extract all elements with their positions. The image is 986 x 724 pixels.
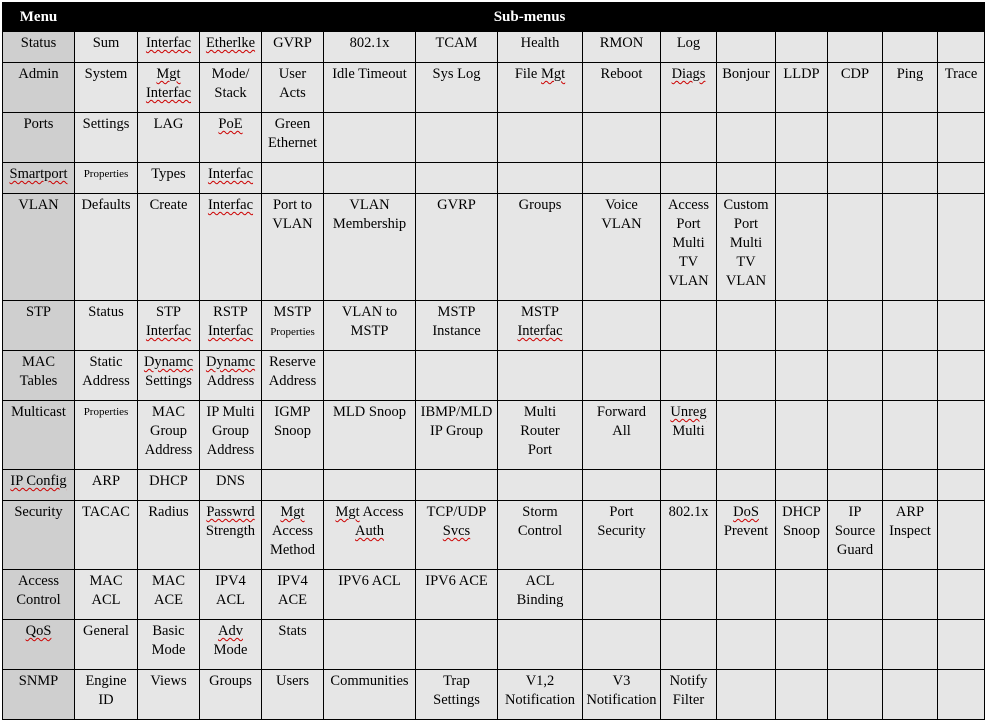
empty-cell xyxy=(828,163,883,194)
submenu-cell: User Acts xyxy=(262,63,324,113)
submenu-cell: LAG xyxy=(138,113,200,163)
empty-cell xyxy=(498,470,583,501)
empty-cell xyxy=(416,351,498,401)
submenu-cell: VLAN to MSTP xyxy=(324,301,416,351)
empty-cell xyxy=(883,670,938,720)
submenu-cell: Mgt Interfac xyxy=(138,63,200,113)
submenu-cell: DHCP Snoop xyxy=(776,501,828,570)
submenu-cell: Defaults xyxy=(75,194,138,301)
empty-cell xyxy=(776,163,828,194)
empty-cell xyxy=(717,401,776,470)
empty-cell xyxy=(828,194,883,301)
submenu-cell: IPV6 ACL xyxy=(324,570,416,620)
submenu-cell: Sum xyxy=(75,32,138,63)
empty-cell xyxy=(883,163,938,194)
table-row xyxy=(3,351,985,401)
submenu-cell: Etherlke xyxy=(200,32,262,63)
submenu-cell: MSTP Interfac xyxy=(498,301,583,351)
submenu-cell: IPV4 ACE xyxy=(262,570,324,620)
submenu-cell: Settings xyxy=(75,113,138,163)
empty-cell xyxy=(828,32,883,63)
empty-cell xyxy=(883,470,938,501)
submenu-cell: GVRP xyxy=(262,32,324,63)
empty-cell xyxy=(717,470,776,501)
table-row xyxy=(3,163,985,194)
empty-cell xyxy=(776,570,828,620)
submenu-cell: TCP/UDP Svcs xyxy=(416,501,498,570)
submenu-cell: Log xyxy=(661,32,717,63)
empty-cell xyxy=(324,113,416,163)
submenu-cell: STP Interfac xyxy=(138,301,200,351)
table-row xyxy=(3,501,985,570)
submenu-cell: IGMP Snoop xyxy=(262,401,324,470)
empty-cell xyxy=(717,163,776,194)
submenu-cell: Mgt Access Method xyxy=(262,501,324,570)
empty-cell xyxy=(498,620,583,670)
submenu-cell: Forward All xyxy=(583,401,661,470)
empty-cell xyxy=(828,470,883,501)
empty-cell xyxy=(776,194,828,301)
submenu-cell: MLD Snoop xyxy=(324,401,416,470)
empty-cell xyxy=(583,470,661,501)
menu-table xyxy=(2,2,985,720)
empty-cell xyxy=(498,113,583,163)
empty-cell xyxy=(661,570,717,620)
empty-cell xyxy=(776,32,828,63)
submenu-cell: CDP xyxy=(828,63,883,113)
menu-cell: Status xyxy=(3,32,75,63)
submenu-cell: Interfac xyxy=(200,194,262,301)
empty-cell xyxy=(717,570,776,620)
submenu-cell: Users xyxy=(262,670,324,720)
submenu-cell: General xyxy=(75,620,138,670)
empty-cell xyxy=(938,113,985,163)
submenu-cell: LLDP xyxy=(776,63,828,113)
empty-cell xyxy=(883,32,938,63)
submenu-cell: RMON xyxy=(583,32,661,63)
empty-cell xyxy=(416,620,498,670)
empty-cell xyxy=(498,351,583,401)
empty-cell xyxy=(324,470,416,501)
menu-cell: Security xyxy=(3,501,75,570)
empty-cell xyxy=(828,620,883,670)
submenu-cell: File Mgt xyxy=(498,63,583,113)
empty-cell xyxy=(776,351,828,401)
submenu-cell: 802.1x xyxy=(661,501,717,570)
submenu-cell: Custom Port Multi TV VLAN xyxy=(717,194,776,301)
submenu-cell: Ping xyxy=(883,63,938,113)
submenu-cell: V1,2 Notification xyxy=(498,670,583,720)
empty-cell xyxy=(717,301,776,351)
empty-cell xyxy=(262,163,324,194)
empty-cell xyxy=(324,620,416,670)
empty-cell xyxy=(661,620,717,670)
menu-cell: VLAN xyxy=(3,194,75,301)
empty-cell xyxy=(661,113,717,163)
submenu-cell: ACL Binding xyxy=(498,570,583,620)
table-row xyxy=(3,63,985,113)
submenus-header: Sub-menus xyxy=(75,3,985,32)
empty-cell xyxy=(828,401,883,470)
submenu-cell: Engine ID xyxy=(75,670,138,720)
empty-cell xyxy=(883,194,938,301)
empty-cell xyxy=(416,163,498,194)
table-row xyxy=(3,194,985,301)
empty-cell xyxy=(717,670,776,720)
empty-cell xyxy=(583,620,661,670)
empty-cell xyxy=(828,570,883,620)
empty-cell xyxy=(717,113,776,163)
empty-cell xyxy=(776,620,828,670)
submenu-cell: Notify Filter xyxy=(661,670,717,720)
empty-cell xyxy=(776,470,828,501)
submenu-cell: IP Multi Group Address xyxy=(200,401,262,470)
empty-cell xyxy=(938,194,985,301)
empty-cell xyxy=(938,32,985,63)
empty-cell xyxy=(883,113,938,163)
submenu-cell: Interfac xyxy=(200,163,262,194)
submenu-cell: Reserve Address xyxy=(262,351,324,401)
empty-cell xyxy=(883,301,938,351)
table-row xyxy=(3,113,985,163)
submenu-cell: Basic Mode xyxy=(138,620,200,670)
submenu-cell: Stats xyxy=(262,620,324,670)
empty-cell xyxy=(324,163,416,194)
submenu-cell: Create xyxy=(138,194,200,301)
submenu-cell: MAC ACE xyxy=(138,570,200,620)
empty-cell xyxy=(938,351,985,401)
submenu-cell: MAC ACL xyxy=(75,570,138,620)
submenu-cell: 802.1x xyxy=(324,32,416,63)
table-row xyxy=(3,470,985,501)
menu-cell: SNMP xyxy=(3,670,75,720)
empty-cell xyxy=(583,301,661,351)
empty-cell xyxy=(262,470,324,501)
submenu-cell: Static Address xyxy=(75,351,138,401)
submenu-cell: Idle Timeout xyxy=(324,63,416,113)
submenu-cell: ARP Inspect xyxy=(883,501,938,570)
empty-cell xyxy=(938,163,985,194)
empty-cell xyxy=(883,401,938,470)
submenu-cell: VLAN Membership xyxy=(324,194,416,301)
table-row xyxy=(3,401,985,470)
empty-cell xyxy=(324,351,416,401)
submenu-cell: TCAM xyxy=(416,32,498,63)
empty-cell xyxy=(416,470,498,501)
empty-cell xyxy=(661,470,717,501)
submenu-cell: MAC Group Address xyxy=(138,401,200,470)
empty-cell xyxy=(776,301,828,351)
empty-cell xyxy=(938,570,985,620)
submenu-cell: Dynamc Address xyxy=(200,351,262,401)
submenu-cell: Interfac xyxy=(138,32,200,63)
empty-cell xyxy=(776,401,828,470)
submenu-cell: RSTP Interfac xyxy=(200,301,262,351)
submenu-cell: Types xyxy=(138,163,200,194)
submenu-cell: Port Security xyxy=(583,501,661,570)
submenu-cell: IPV4 ACL xyxy=(200,570,262,620)
empty-cell xyxy=(938,620,985,670)
submenu-cell: Properties xyxy=(75,163,138,194)
submenu-cell: Passwrd Strength xyxy=(200,501,262,570)
empty-cell xyxy=(661,163,717,194)
empty-cell xyxy=(583,163,661,194)
submenu-cell: GVRP xyxy=(416,194,498,301)
menu-cell: Access Control xyxy=(3,570,75,620)
empty-cell xyxy=(717,32,776,63)
empty-cell xyxy=(776,670,828,720)
menu-cell: MAC Tables xyxy=(3,351,75,401)
empty-cell xyxy=(583,351,661,401)
submenu-cell: Trace xyxy=(938,63,985,113)
menu-cell: STP xyxy=(3,301,75,351)
menu-cell: QoS xyxy=(3,620,75,670)
table-body xyxy=(3,32,985,720)
submenu-cell: Sys Log xyxy=(416,63,498,113)
empty-cell xyxy=(883,620,938,670)
submenu-cell: Reboot xyxy=(583,63,661,113)
empty-cell xyxy=(938,670,985,720)
submenu-cell: Mode/ Stack xyxy=(200,63,262,113)
menu-cell: Ports xyxy=(3,113,75,163)
submenu-cell: Health xyxy=(498,32,583,63)
submenu-cell: Communities xyxy=(324,670,416,720)
empty-cell xyxy=(883,570,938,620)
submenu-cell: Port to VLAN xyxy=(262,194,324,301)
submenu-cell: PoE xyxy=(200,113,262,163)
submenu-cell: Trap Settings xyxy=(416,670,498,720)
empty-cell xyxy=(498,163,583,194)
empty-cell xyxy=(938,301,985,351)
empty-cell xyxy=(661,301,717,351)
submenu-cell: MSTP Properties xyxy=(262,301,324,351)
submenu-cell: Dynamc Settings xyxy=(138,351,200,401)
submenu-cell: MSTP Instance xyxy=(416,301,498,351)
submenu-cell: Unreg Multi xyxy=(661,401,717,470)
submenu-cell: Mgt Access Auth xyxy=(324,501,416,570)
submenu-cell: Radius xyxy=(138,501,200,570)
submenu-cell: Status xyxy=(75,301,138,351)
submenu-cell: DHCP xyxy=(138,470,200,501)
submenu-cell: Green Ethernet xyxy=(262,113,324,163)
empty-cell xyxy=(938,501,985,570)
table-row xyxy=(3,620,985,670)
submenu-cell: DNS xyxy=(200,470,262,501)
empty-cell xyxy=(828,301,883,351)
empty-cell xyxy=(583,570,661,620)
table-row xyxy=(3,301,985,351)
submenu-cell: System xyxy=(75,63,138,113)
empty-cell xyxy=(717,351,776,401)
table-row xyxy=(3,570,985,620)
empty-cell xyxy=(883,351,938,401)
menu-cell: Multicast xyxy=(3,401,75,470)
submenu-cell: Properties xyxy=(75,401,138,470)
submenu-cell: IP Source Guard xyxy=(828,501,883,570)
menu-cell: IP Config xyxy=(3,470,75,501)
empty-cell xyxy=(828,670,883,720)
submenu-cell: Groups xyxy=(498,194,583,301)
menu-cell: Smartport xyxy=(3,163,75,194)
empty-cell xyxy=(828,351,883,401)
empty-cell xyxy=(416,113,498,163)
submenu-cell: Adv Mode xyxy=(200,620,262,670)
submenu-cell: IPV6 ACE xyxy=(416,570,498,620)
empty-cell xyxy=(828,113,883,163)
menu-cell: Admin xyxy=(3,63,75,113)
empty-cell xyxy=(583,113,661,163)
submenu-cell: Views xyxy=(138,670,200,720)
menu-header: Menu xyxy=(3,3,75,32)
submenu-cell: Diags xyxy=(661,63,717,113)
submenu-cell: IBMP/MLD IP Group xyxy=(416,401,498,470)
submenu-cell: DoS Prevent xyxy=(717,501,776,570)
submenu-cell: ARP xyxy=(75,470,138,501)
submenu-cell: Voice VLAN xyxy=(583,194,661,301)
submenu-cell: Bonjour xyxy=(717,63,776,113)
submenu-cell: Access Port Multi TV VLAN xyxy=(661,194,717,301)
empty-cell xyxy=(938,470,985,501)
submenu-cell: V3 Notification xyxy=(583,670,661,720)
empty-cell xyxy=(661,351,717,401)
empty-cell xyxy=(776,113,828,163)
submenu-cell: Groups xyxy=(200,670,262,720)
submenu-cell: TACAC xyxy=(75,501,138,570)
table-row xyxy=(3,670,985,720)
empty-cell xyxy=(717,620,776,670)
header-row xyxy=(3,3,985,32)
table-row xyxy=(3,32,985,63)
empty-cell xyxy=(938,401,985,470)
submenu-cell: Multi Router Port xyxy=(498,401,583,470)
submenu-cell: Storm Control xyxy=(498,501,583,570)
